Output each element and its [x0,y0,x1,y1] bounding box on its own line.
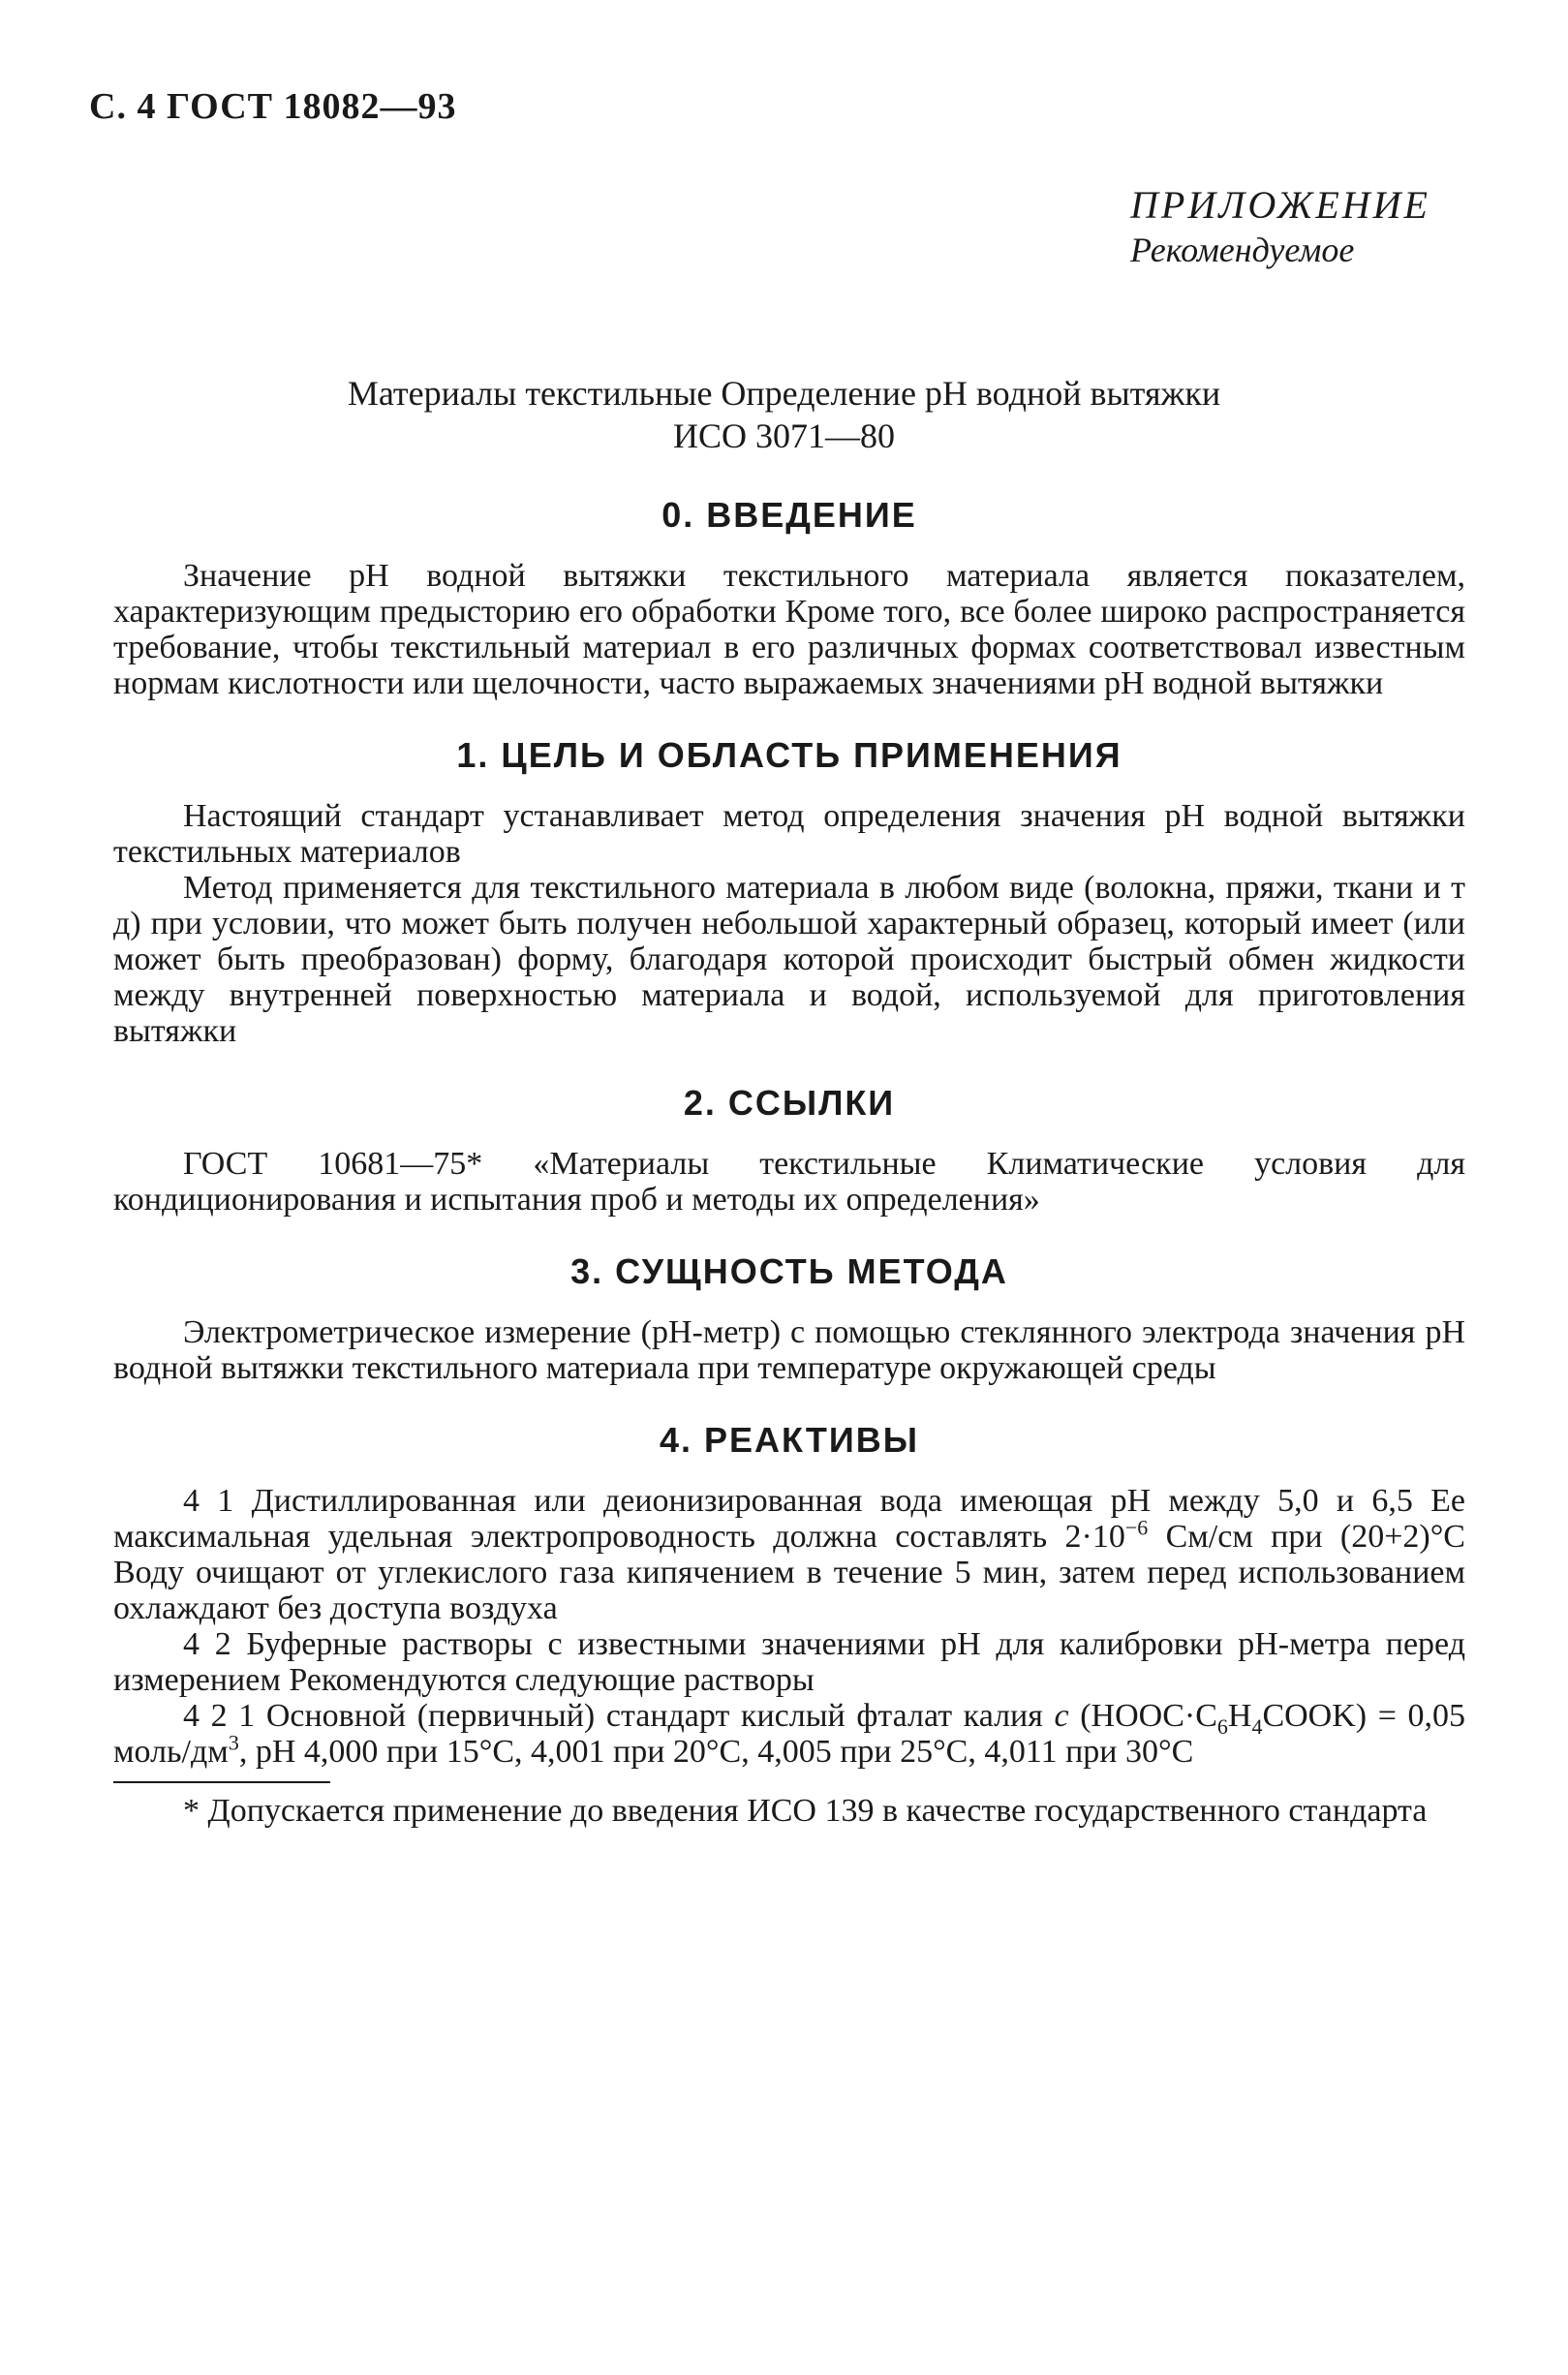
appendix-status: Рекомендуемое [1130,231,1355,269]
section-heading-refs: 2. ССЫЛКИ [683,1083,896,1123]
reagents-paragraph-4-1 [113,1483,1465,1626]
p421-text-d: COOK) = 0,05 моль/дм [113,1698,1465,1770]
reagents-paragraph-4-2-1 [113,1698,1465,1770]
p421-text-e: , pH 4,000 при 15°С, 4,001 при 20°С, 4,005 при 25°С, 4,011 при 30°С [238,1734,1194,1770]
title-line-2: ИСО 3071—80 [672,416,895,455]
appendix-block [1130,182,1430,270]
p421-text-b: (HOOC·C [1068,1698,1217,1734]
running-head: С. 4 ГОСТ 18082—93 [89,86,457,127]
p41-text: 4 1 Дистиллированная или деионизированная вода имеющая pH между 5,0 и 6,5 Ее максимальная удельная электропроводность должна составлять 2·10 [113,1483,1465,1555]
document-body [113,494,1465,1829]
scope-paragraph-2: Метод применяется для текстильного материала в любом виде (волокна, пряжи, ткани и т д) при условии, что может быть получен небольшой характерный образец, который имеет (или может быть преобразован) форму, благодаря которой происходит быстрый обмен жидкости между внутренней поверхностью материала и водой, используемой для приготовления вытяжки [113,870,1465,1049]
document-title [0,372,1568,457]
p421-symbol-c: c [1054,1698,1069,1734]
p421-sub-4: 4 [1251,1713,1263,1739]
p421-text-a: 4 2 1 Основной (первичный) стандарт кислый фталат калия [183,1698,1055,1734]
appendix-label: ПРИЛОЖЕНИЕ [1130,183,1430,227]
scope-paragraph-1: Настоящий стандарт устанавливает метод определения значения pH водной вытяжки текстильных материалов [113,798,1465,870]
method-paragraph: Электрометрическое измерение (pH-метр) с помощью стеклянного электрода значения pH водной вытяжки текстильного материала при температуре окружающей среды [113,1314,1465,1386]
p421-sub-6: 6 [1216,1713,1228,1739]
footnote: * Допускается применение до введения ИСО 139 в качестве государственного стандарта [183,1793,1428,1829]
footnote-rule [113,1781,330,1783]
section-heading-intro: 0. ВВЕДЕНИЕ [661,495,917,535]
section-heading-method: 3. СУЩНОСТЬ МЕТОДА [570,1251,1008,1291]
refs-paragraph: ГОСТ 10681—75* «Материалы текстильные Климатические условия для кондиционирования и испытания проб и методы их определения» [113,1146,1465,1218]
reagents-paragraph-4-2: 4 2 Буферные растворы с известными значениями pH для калибровки pH-метра перед измерением Рекомендуются следующие растворы [113,1626,1465,1698]
intro-paragraph: Значение pH водной вытяжки текстильного материала является показателем, характеризующим предысторию его обработки Кроме того, все более широко распространяется требование, чтобы текстильный материал в его различных формах соответствовал известным нормам кислотности или щелочности, часто выражаемых значениями pH водной вытяжки [113,558,1465,701]
p41-tail: См/см при (20+2)°С Воду очищают от углекислого газа кипячением в течение 5 мин, затем перед использованием охлаждают без доступа воздуха [113,1519,1465,1626]
title-line-1: Материалы текстильные Определение pH водной вытяжки [347,374,1221,413]
p421-sup-3: 3 [228,1730,239,1755]
section-heading-scope: 1. ЦЕЛЬ И ОБЛАСТЬ ПРИМЕНЕНИЯ [456,735,1122,775]
p421-text-h: H [1227,1698,1252,1734]
p41-exponent: −6 [1124,1515,1149,1540]
section-heading-reagents: 4. РЕАКТИВЫ [659,1420,920,1460]
